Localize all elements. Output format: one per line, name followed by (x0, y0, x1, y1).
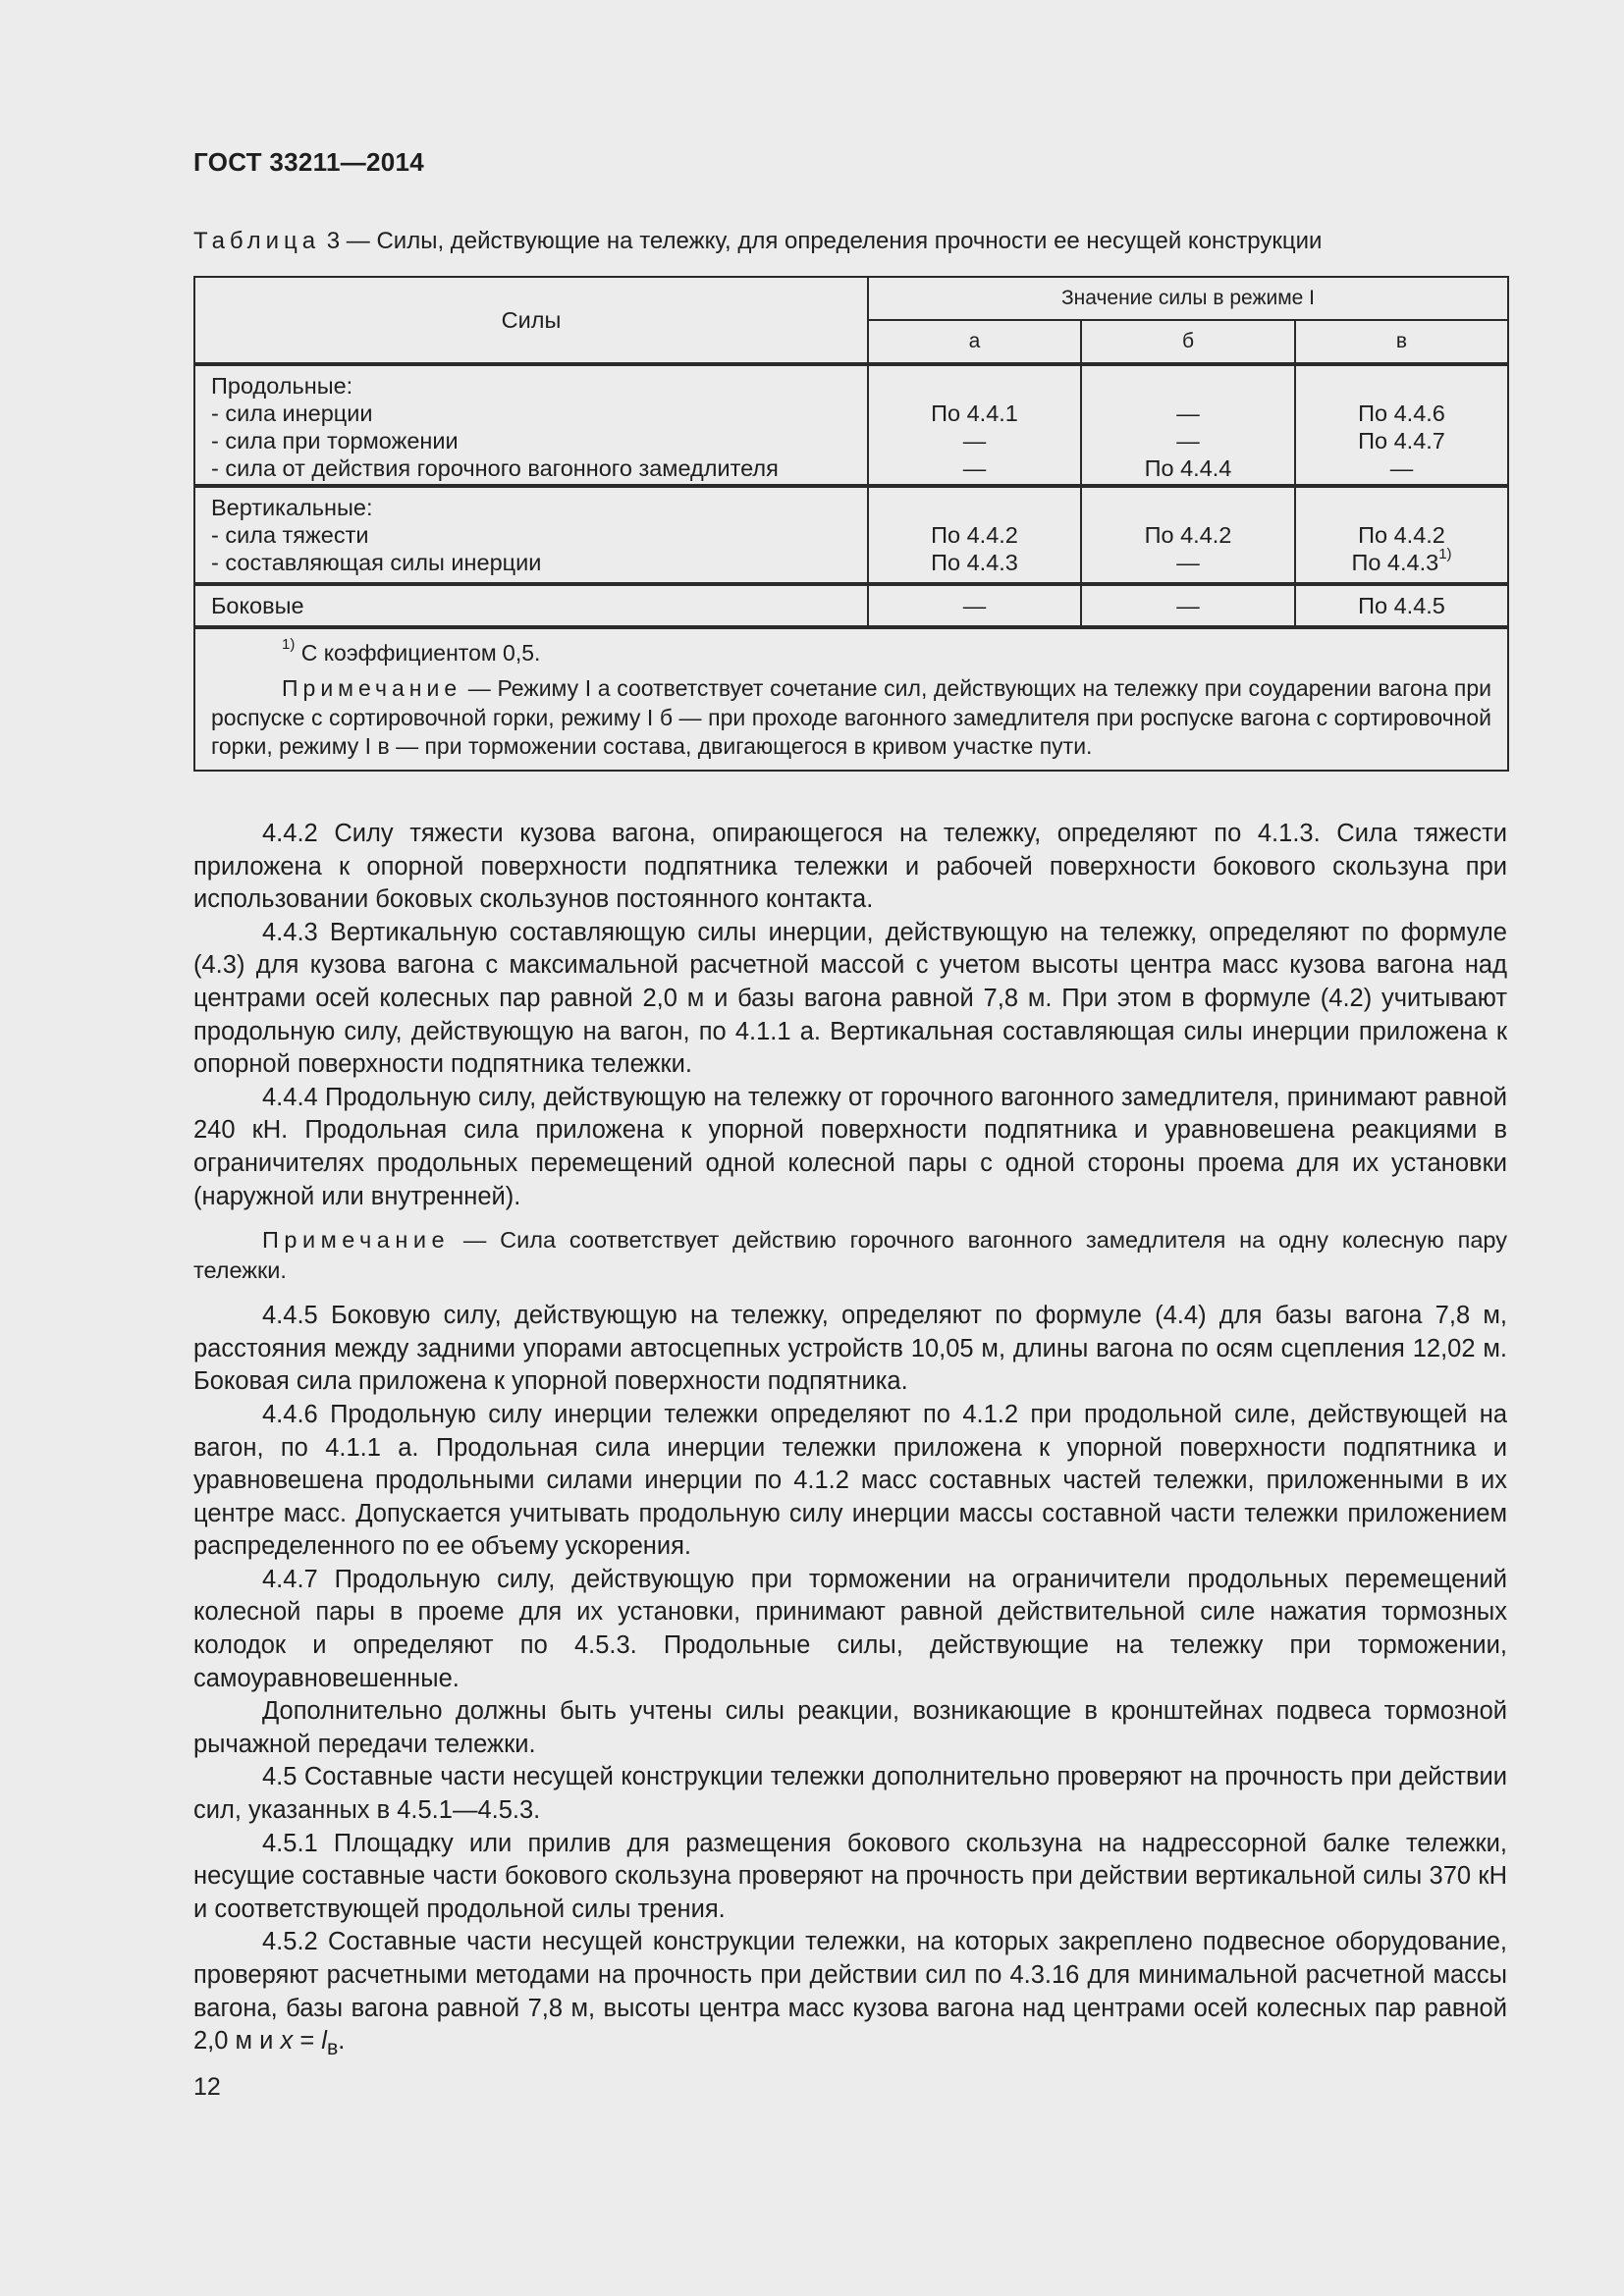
value-cell-v (1295, 584, 1508, 627)
clause-4-4-7-addendum: Дополнительно должны быть учтены силы реакции, возникающие в кронштейнах подвеса тормозной рычажной передачи тележки. (193, 1697, 1507, 1758)
row-group-title: Вертикальные: (211, 495, 373, 520)
page-number: 12 (193, 2073, 221, 2101)
value: — (1176, 400, 1200, 426)
clause-note (193, 1225, 1507, 1286)
row-name-cell (194, 364, 868, 486)
value: По 4.4.2 (931, 522, 1018, 548)
footnote-mark: 1) (282, 636, 296, 654)
value-cell-b (1081, 584, 1295, 627)
row-item: - сила от действия горочного вагонного замедлителя (211, 455, 779, 481)
value: — (1176, 593, 1200, 618)
value: По 4.4.4 (1144, 455, 1232, 481)
value-cell-v (1295, 486, 1508, 584)
table-caption-text: 3 — Силы, действующие на тележку, для определения прочности ее несущей конструкции (320, 228, 1323, 254)
table-caption-label: Таблица (193, 228, 321, 254)
value: — (962, 593, 987, 618)
table-footnote (211, 635, 1491, 670)
value-blank (1296, 494, 1507, 521)
value-cell-a (868, 364, 1081, 486)
clause-4-5-1: 4.5.1 Площадку или прилив для размещения бокового скользуна на надрессорной балке тележки, несущие составные части бокового скользуна проверяют на прочность при действии вертикальной силы 370 кН и соответствующей продольной силы трения. (193, 1829, 1507, 1923)
value: По 4.4.7 (1358, 428, 1445, 454)
value-blank (1082, 494, 1294, 521)
value: — (962, 455, 987, 481)
table-row-longitudinal (194, 364, 1508, 486)
table-row-lateral (194, 584, 1508, 627)
formula-var-x: x (280, 2027, 294, 2056)
clause-text: 4.5.2 Составные части несущей конструкции тележки, на которых закреплено подвесное оборудование, проверяют расчетными методами на прочность при действии сил по 4.3.16 для минимальной расчетной массы вагона, базы вагона равной 7,8 м, высоты центра масс кузова вагона над центрами осей колесных пар равной 2,0 м и (193, 1928, 1507, 2056)
formula-equals: = (293, 2027, 322, 2056)
value-blank (869, 372, 1080, 400)
value-blank (1082, 372, 1294, 400)
value: — (1176, 550, 1200, 575)
header-mode-group: Значение силы в режиме I (868, 277, 1508, 320)
formula-var-l: l (321, 2027, 327, 2056)
table-caption (193, 228, 1509, 255)
value: По 4.4.2 (1358, 522, 1445, 548)
value: По 4.4.1 (931, 400, 1018, 426)
note-text: — Сила соответствует действию горочного вагонного замедлителя на одну колесную пару тележки. (193, 1227, 1507, 1284)
note-text: — Режиму I а соответствует сочетание сил, действующих на тележку при соударении вагона при роспуске с сортировочной горки, режиму I б — при проходе вагонного замедлителя при роспуске вагона с сортировочной горки, режиму I в — при торможении состава, двигающегося в кривом участке пути. (211, 675, 1491, 759)
header-forces: Силы (194, 277, 868, 364)
row-item: - составляющая силы инерции (211, 550, 542, 575)
value-blank (1296, 372, 1507, 400)
value: По 4.4.3 (931, 550, 1018, 575)
header-mode-v: в (1295, 320, 1508, 364)
note-label: Примечание (262, 1227, 451, 1254)
value: — (1389, 455, 1414, 481)
value: — (1176, 428, 1200, 454)
header-mode-b: б (1081, 320, 1295, 364)
value-with-footnote (1296, 546, 1507, 576)
value-cell-b (1081, 486, 1295, 584)
value-cell-a (868, 486, 1081, 584)
footnote-ref: 1) (1438, 546, 1452, 563)
row-group-title: Продольные: (211, 373, 353, 399)
clause-4-4-5: 4.4.5 Боковую силу, действующую на тележку, определяют по формуле (4.4) для базы вагона 7,8 м, расстояния между задними упорами автосцепных устройств 10,05 м, длины вагона по осям сцепления 12,02 м. Боковая сила приложена к упорной поверхности подпятника. (193, 1302, 1507, 1396)
clause-4-5: 4.5 Составные части несущей конструкции тележки дополнительно проверяют на прочность при действии сил, указанных в 4.5.1—4.5.3. (193, 1763, 1507, 1825)
clause-4-4-4: 4.4.4 Продольную силу, действующую на тележку от горочного вагонного замедлителя, принимают равной 240 кН. Продольная сила приложена к упорной поверхности подпятника и уравновешена реакциями в ограничителях продольных перемещений одной колесной пары с одной стороны проема для их установки (наружной или внутренней). (193, 1083, 1507, 1210)
forces-table (193, 276, 1509, 772)
value: По 4.4.2 (1144, 522, 1232, 548)
header-mode-a: а (868, 320, 1081, 364)
clause-4-4-3: 4.4.3 Вертикальную составляющую силы инерции, действующую на тележку, определяют по формуле (4.3) для кузова вагона с максимальной расчетной массой с учетом высоты центра масс кузова вагона над центрами осей колесных пар равной 2,0 м и базы вагона равной 7,8 м. При этом в формуле (4.2) учитывают продольную силу, действующую на вагон, по 4.1.1 а. Вертикальная составляющая силы инерции приложена к опорной поверхности подпятника тележки. (193, 918, 1507, 1079)
footnote-text: С коэффициентом 0,5. (295, 640, 541, 666)
clause-4-4-2: 4.4.2 Силу тяжести кузова вагона, опирающегося на тележку, определяют по 4.1.3. Сила тяжести приложена к опорной поверхности подпятника тележки и рабочей поверхности бокового скользуна при использовании боковых скользунов постоянного контакта. (193, 820, 1507, 914)
table-note (211, 674, 1491, 762)
row-name-cell (194, 486, 868, 584)
note-label: Примечание (282, 675, 462, 701)
row-item: - сила при торможении (211, 428, 459, 454)
value: По 4.4.3 (1351, 550, 1439, 575)
table-notes-cell (194, 627, 1508, 771)
row-name-cell (194, 584, 868, 627)
value: По 4.4.6 (1358, 400, 1445, 426)
clause-end: . (338, 2027, 346, 2056)
table-notes-row (194, 627, 1508, 771)
row-group-title: Боковые (211, 593, 304, 618)
clause-4-4-7: 4.4.7 Продольную силу, действующую при торможении на ограничители продольных перемещений колесной пары в проеме для их установки, принимают равной действительной силе нажатия тормозных колодок и определяют по 4.5.3. Продольные силы, действующие на тележку при торможении, самоуравновешенные. (193, 1565, 1507, 1692)
value-cell-b (1081, 364, 1295, 486)
value-cell-a (868, 584, 1081, 627)
table-row-vertical (194, 486, 1508, 584)
clause-4-4-6: 4.4.6 Продольную силу инерции тележки определяют по 4.1.2 при продольной силе, действующей на вагон, по 4.1.1 а. Продольная сила инерции тележки приложена к упорной поверхности подпятника и уравновешена продольными силами инерции по 4.1.2 масс составных частей тележки, приложенными в их центре масс. Допускается учитывать продольную силу инерции массы составной части тележки приложением распределенного по ее объему ускорения. (193, 1400, 1507, 1561)
clause-4-5-2 (193, 1926, 1507, 2064)
value-cell-v (1295, 364, 1508, 486)
document-body (193, 818, 1507, 2065)
value: По 4.4.5 (1358, 593, 1445, 618)
value: — (962, 428, 987, 454)
document-header: ГОСТ 33211—2014 (193, 147, 425, 177)
row-item: - сила тяжести (211, 522, 369, 548)
formula-subscript: в (326, 2036, 339, 2060)
value-blank (869, 494, 1080, 521)
row-item: - сила инерции (211, 400, 373, 426)
